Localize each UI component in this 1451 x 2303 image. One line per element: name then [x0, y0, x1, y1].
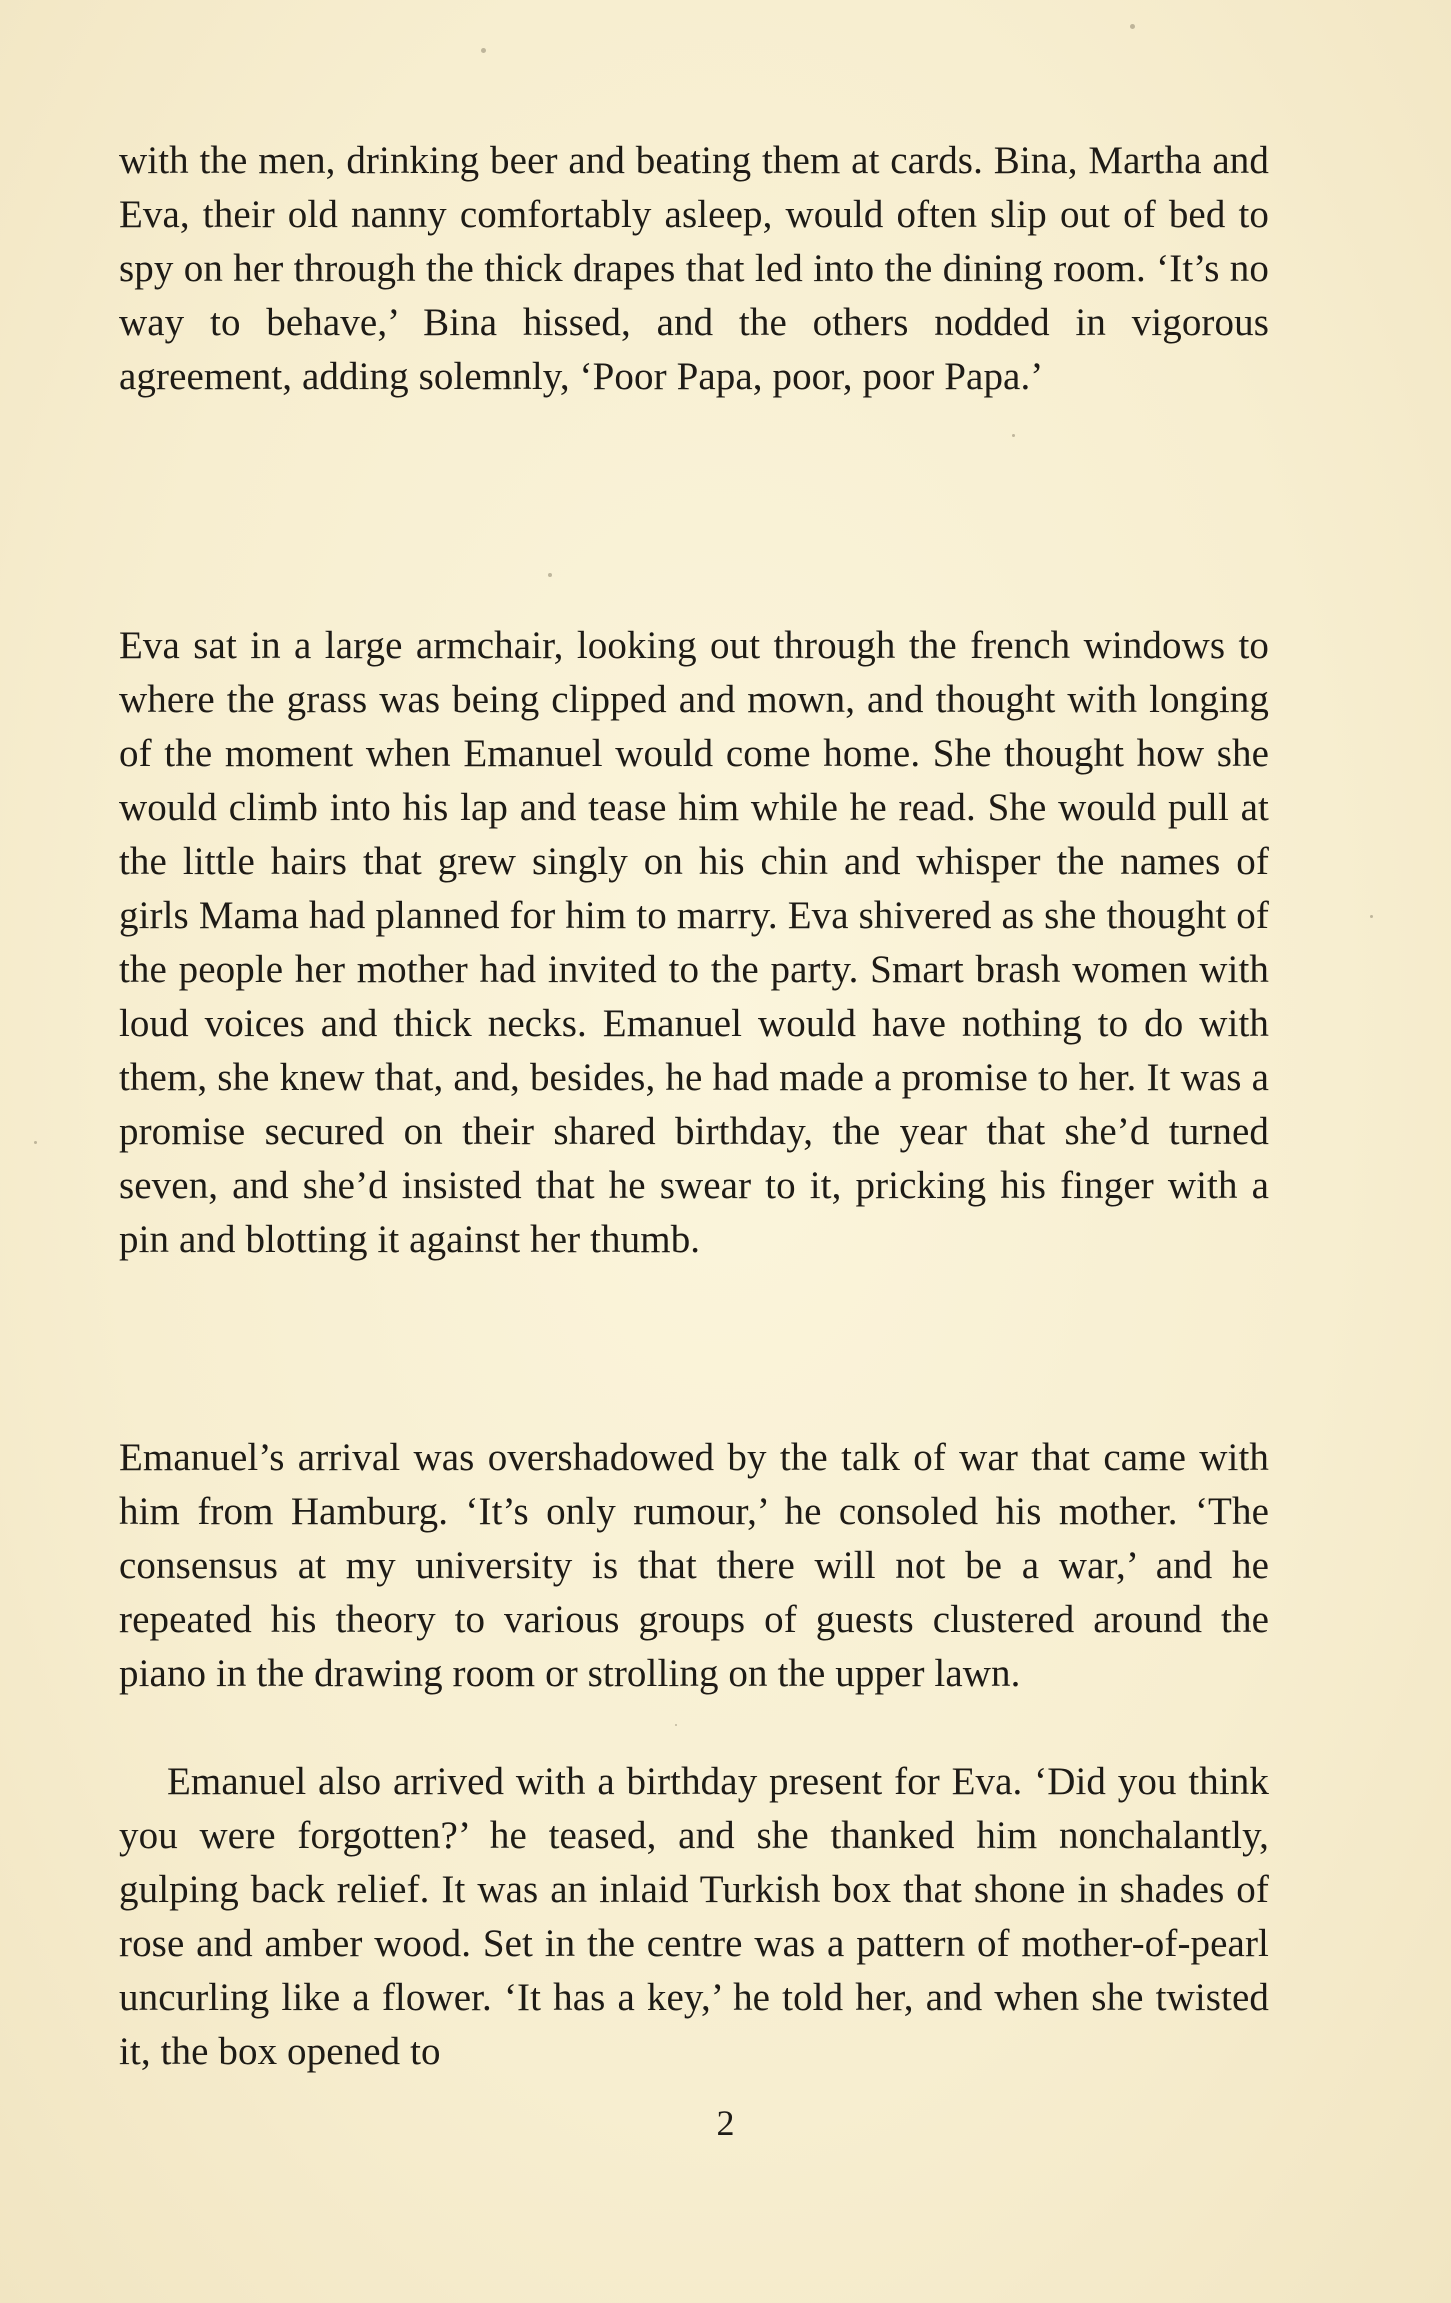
paper-speck — [675, 1724, 677, 1726]
paper-speck — [481, 48, 486, 53]
paper-speck — [548, 573, 552, 577]
paragraph-3: Emanuel’s arrival was overshadowed by the talk of war that came with him from Hamburg. ‘It’s only rumour,’ he consoled his mother. ‘The consensus at my university is that there will not be a war,’ and he repeated his theory to various groups of guests clustered around the piano in the drawing room or strolling on the upper lawn. — [119, 1436, 1269, 1695]
paper-speck — [1012, 434, 1015, 437]
page-number: 2 — [716, 2103, 735, 2143]
paper-speck — [34, 1141, 37, 1144]
paper-speck — [1370, 915, 1373, 918]
paper-speck — [1130, 24, 1135, 29]
paragraph-2: Eva sat in a large armchair, looking out through the french windows to where the grass was being clipped and mown, and thought with longing of the moment when Emanuel would come home. She thought how she would climb into his lap and tease him while he read. She would pull at the little hairs that grew singly on his chin and whisper the names of girls Mama had planned for him to marry. Eva shivered as she thought of the people her mother had invited to the party. Smart brash women with loud voices and thick necks. Emanuel would have nothing to do with them, she knew that, and, besides, he had made a promise to her. It was a promise secured on their shared birthday, the year that she’d turned seven, and she’d insisted that he swear to it, pricking his finger with a pin and blotting it against her thumb. — [119, 624, 1269, 1261]
paragraph-1: with the men, drinking beer and beating them at cards. Bina, Martha and Eva, their old nanny comfortably asleep, would often slip out of bed to spy on her through the thick drapes that led into the dining room. ‘It’s no way to behave,’ Bina hissed, and the others nodded in vigorous agreement, adding solemnly, ‘Poor Papa, poor, poor Papa.’ — [119, 139, 1269, 398]
paragraph-4: Emanuel also arrived with a birthday present for Eva. ‘Did you think you were forgotten?’ he teased, and she thanked him nonchalantly, gulping back relief. It was an inlaid Turkish box that shone in shades of rose and amber wood. Set in the centre was a pattern of mother-of-pearl uncurling like a flower. ‘It has a key,’ he told her, and when she twisted it, the box opened to — [119, 1760, 1269, 2073]
